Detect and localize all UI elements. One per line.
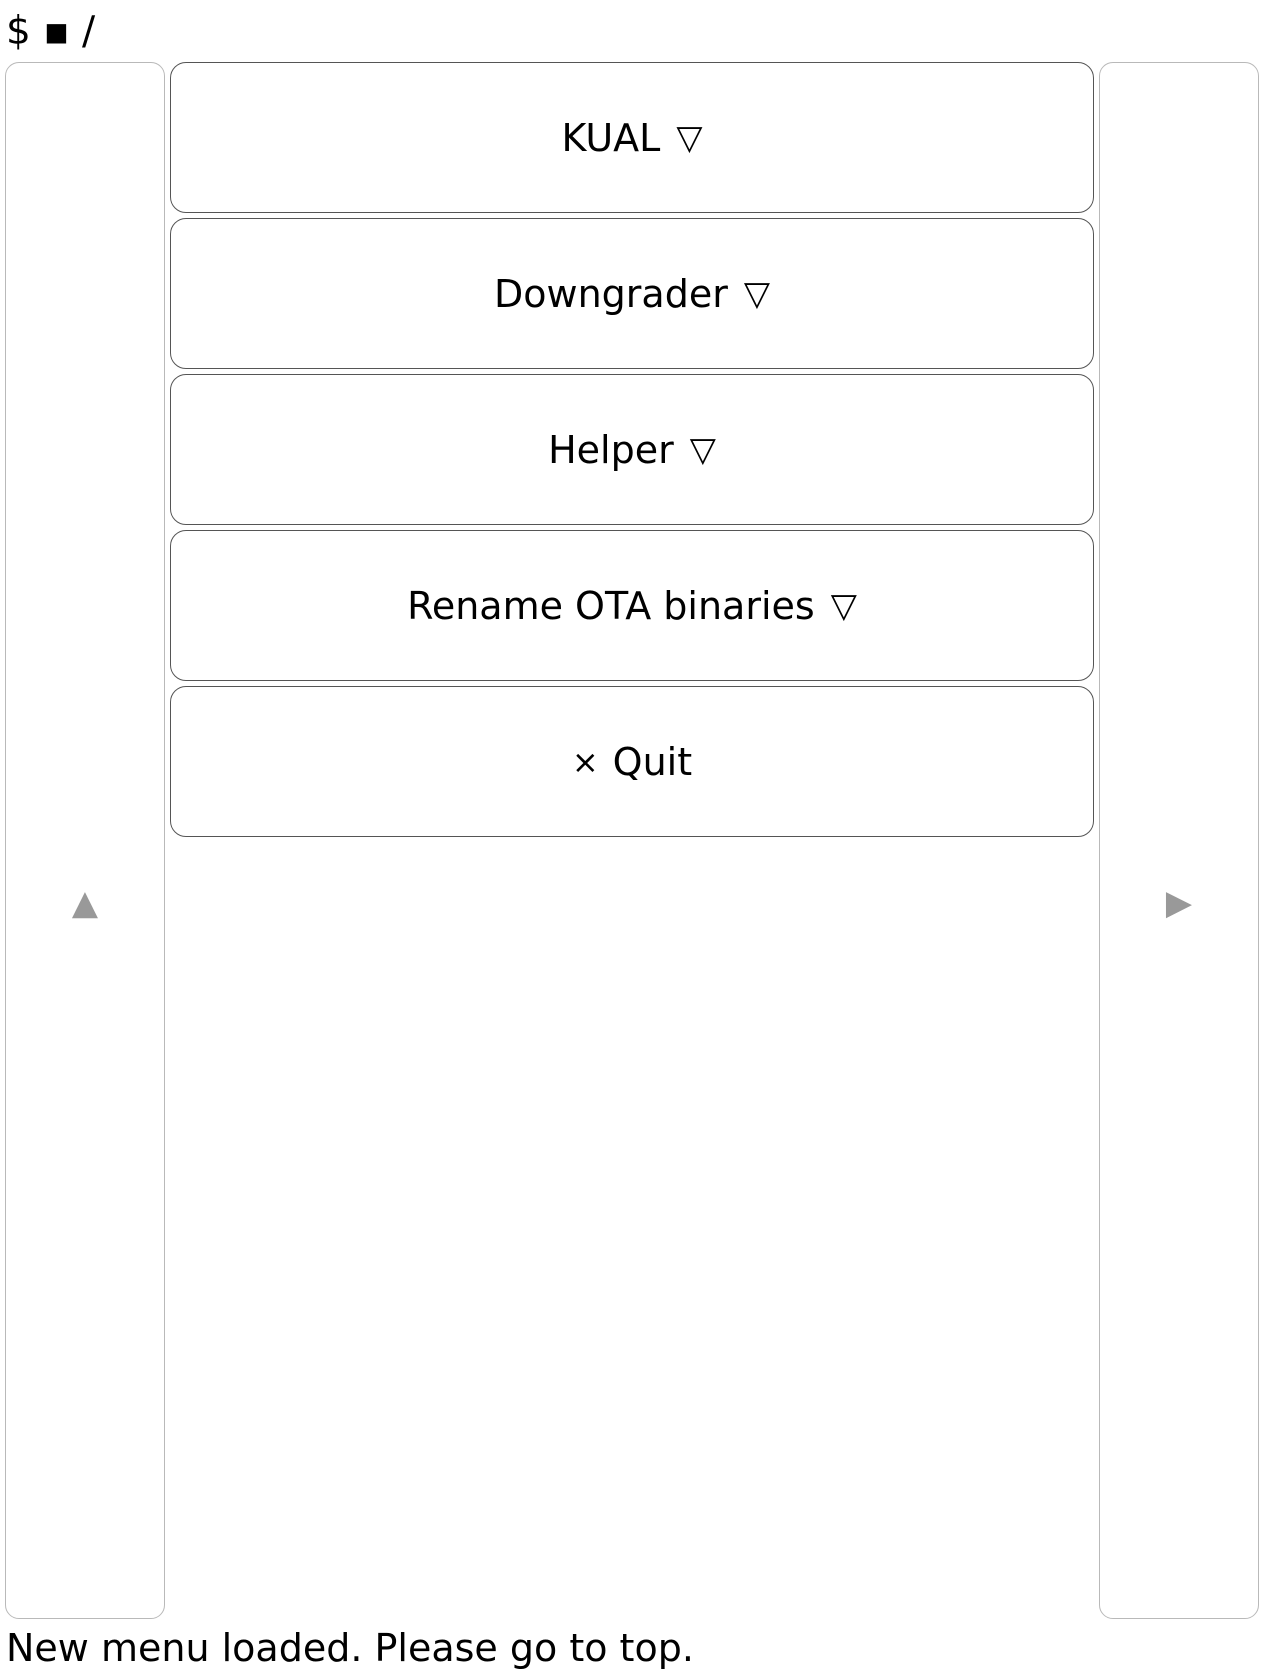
menu-item-label: Downgrader	[494, 271, 728, 316]
menu-item-helper[interactable]	[170, 374, 1094, 525]
menu-item-label: Rename OTA binaries	[407, 583, 815, 628]
menu-item-downgrader[interactable]	[170, 218, 1094, 369]
menu-list	[170, 62, 1094, 842]
submenu-caret-icon: ▽	[830, 585, 857, 626]
next-page-button[interactable]	[1099, 62, 1259, 1619]
triangle-up-icon: ▲	[71, 882, 99, 923]
quit-label: Quit	[612, 739, 693, 784]
path-breadcrumb: $ ▪ /	[6, 9, 96, 54]
submenu-caret-icon: ▽	[689, 429, 716, 470]
scroll-up-button[interactable]	[5, 62, 165, 1619]
menu-item-kual[interactable]	[170, 62, 1094, 213]
status-message: New menu loaded. Please go to top.	[6, 1626, 694, 1670]
menu-item-rename-ota-binaries[interactable]	[170, 530, 1094, 681]
quit-button[interactable]	[170, 686, 1094, 837]
close-icon: ×	[571, 742, 599, 781]
menu-item-label: Helper	[548, 427, 674, 472]
triangle-right-icon: ▶	[1165, 882, 1193, 923]
submenu-caret-icon: ▽	[676, 117, 703, 158]
menu-item-label: KUAL	[561, 115, 661, 160]
submenu-caret-icon: ▽	[743, 273, 770, 314]
